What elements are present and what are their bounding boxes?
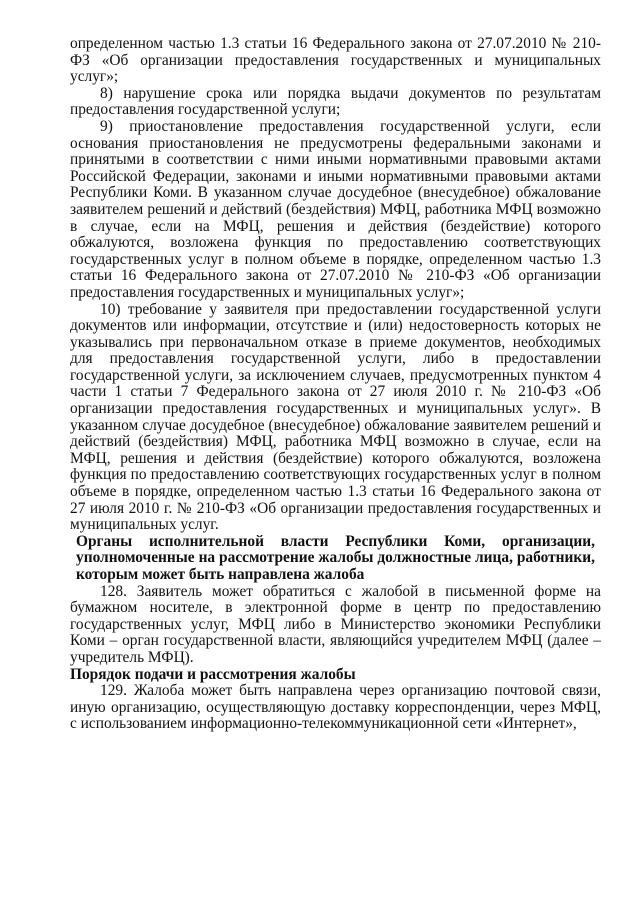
section-heading-complaint-procedure: Порядок подачи и рассмотрения жалобы <box>70 665 356 683</box>
section-heading-authorities: Органы исполнительной власти Республики Коми, организации, уполномоченные на рассмотрение жалобы должностные лица, работники, которым может быть направлена жалоба <box>76 532 595 583</box>
paragraph-item-10: 10) требование у заявителя при предоставлении государственной услуги документов или информации, отсутствие и (или) недостоверность которых не указывались при первоначальном отказе в приеме документов, необходимых для предоставления государственной услуги, либо в предоставлении государственной услуги, за исключением случаев, предусмотренных пунктом 4 части 1 статьи 7 Федерального закона от 27 июля 2010 г. № 210-ФЗ «Об организации предоставления государственных и муниципальных услуг». В указанном случае досудебное (внесудебное) обжалование заявителем решений и действий (бездействия) МФЦ, работника МФЦ возможно в случае, если на МФЦ, решения и действия (бездействие) которого обжалуются, возложена функция по предоставлению соответствующих государственных услуг в полном объеме в порядке, определенном частью 1.3 статьи 16 Федерального закона от 27 июля 2010 г. № 210-ФЗ «Об организации предоставления государственных и муниципальных услуг. <box>70 300 601 534</box>
paragraph-item-9: 9) приостановление предоставления государственной услуги, если основания приостановления не предусмотрены федеральными законами и принятыми в соответствии с ними иными нормативными правовыми актами Российской Федерации, законами и иными нормативными правовыми актами Республики Коми. В указанном случае досудебное (внесудебное) обжалование заявителем решений и действий (бездействия) МФЦ, работника МФЦ возможно в случае, если на МФЦ, решения и действия (бездействие) которого обжалуются, возложена функция по предоставлению соответствующих государственных услуг в полном объеме в порядке, определенном частью 1.3 статьи 16 Федерального закона от 27.07.2010 № 210-ФЗ «Об организации предоставления государственных и муниципальных услуг»; <box>70 117 601 301</box>
paragraph-continuation: определенном частью 1.3 статьи 16 Федерального закона от 27.07.2010 № 210-ФЗ «Об организации предоставления государственных и муниципальных услуг»; <box>70 35 601 86</box>
paragraph-129: 129. Жалоба может быть направлена через организацию почтовой связи, иную организацию, осуществляющую доставку корреспонденции, через МФЦ, с использованием информационно-телекоммуникационной сети «Интернет», <box>70 682 601 733</box>
paragraph-128: 128. Заявитель может обратиться с жалобой в письменной форме на бумажном носителе, в электронной форме в центр по предоставлению государственных услуг, МФЦ либо в Министерство экономики Республики Коми – орган государственной власти, являющийся учредителем МФЦ (далее – учредитель МФЦ). <box>70 582 601 666</box>
paragraph-item-8: 8) нарушение срока или порядка выдачи документов по результатам предоставления государственной услуги; <box>70 84 601 119</box>
document-page <box>70 36 601 733</box>
